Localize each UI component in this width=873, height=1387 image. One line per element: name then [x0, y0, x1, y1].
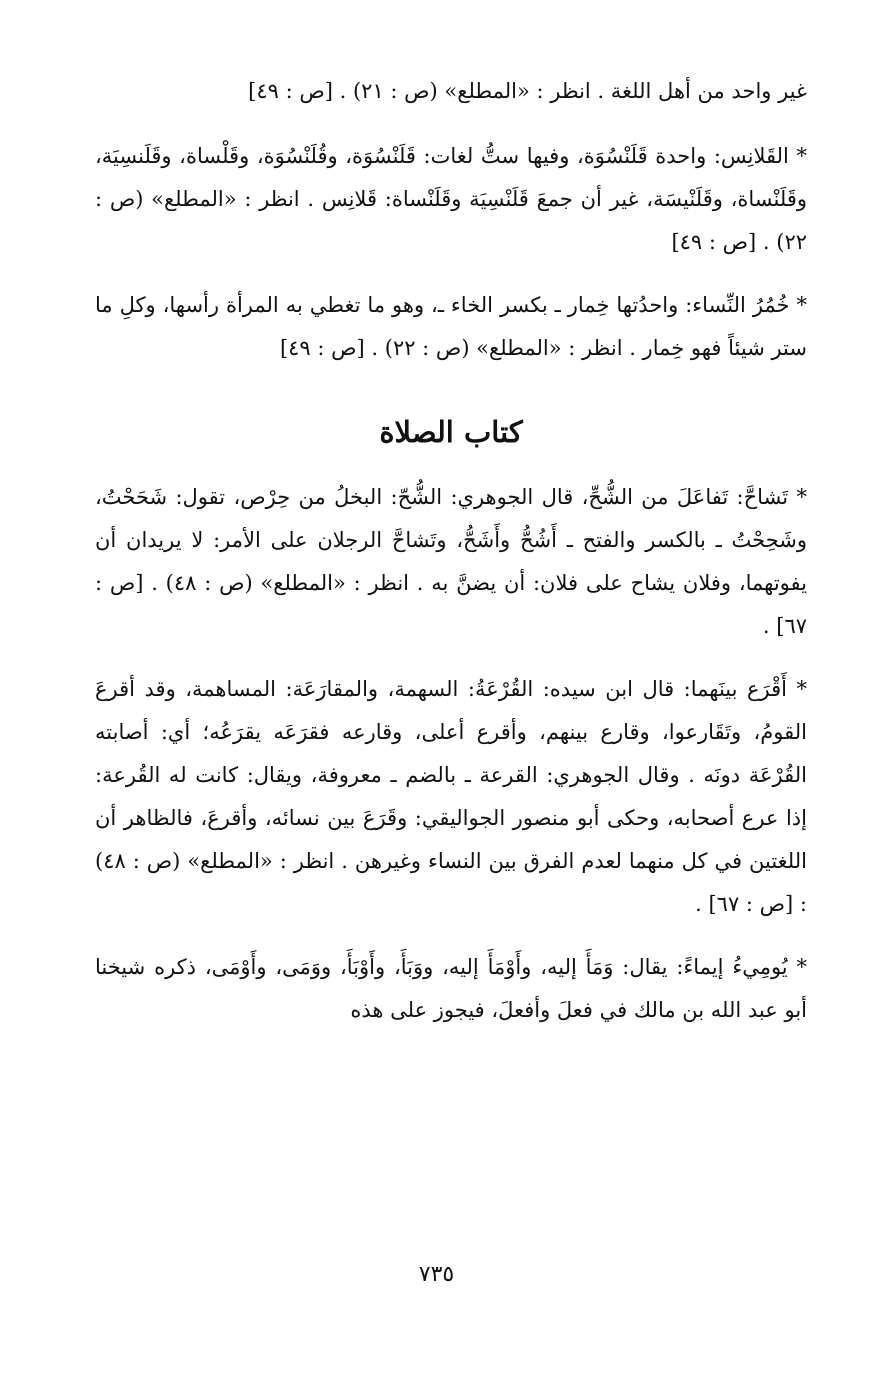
entry-tashaha: * تَشاحَّ: تَفاعَلَ من الشُّحِّ، قال الجوهري: الشُّحّ: البخلُ من حِرْص، تقول: شَحَحْتُ، وشَحِحْتُ ـ بالكسر والفتح ـ أَشُحُّ وأَشَحُّ، وتَشاحَّ الرجلان على الأمر: لا يريدان أن يفوتهما، وفلان يشاح على فلان: أن يضنَّ به . انظر : «المطلع» (ص : ٤٨) . [ص : ٦٧] .	[95, 485, 807, 638]
entry-qalanis: * القَلانِس: واحدة قَلَنْسُوَة، وفيها ستُّ لغات: قَلَنْسُوَة، وقُلَنْسُوَة، وقَلْساة، وقَلَنسِيَة، وقَلَنْساة، وقَلَنْيسَة، غير أن جمعَ قَلَنْسِيَة وقَلَنْساة: قَلانِس . انظر : «المطلع» (ص : ٢٢) . [ص : ٤٩]	[95, 144, 807, 254]
section-title: كتاب الصلاة	[379, 415, 523, 449]
document-page	[95, 70, 807, 1032]
entry-khumur: * خُمُرُ النِّساء: واحدُتها خِمار ـ بكسر الخاء ـ، وهو ما تغطي به المرأة رأسها، وكلِ ما ستر شيئاً فهو خِمار . انظر : «المطلع» (ص : ٢٢) . [ص : ٤٩]	[95, 293, 807, 360]
entry-spacer	[95, 264, 807, 284]
entry-spacer	[95, 648, 807, 668]
entry-spacer	[95, 926, 807, 946]
entry-yumi: * يُومِيءُ إيماءً: يقال: وَمَأَ إليه، وأَوْمَأَ إليه، ووَبَأَ، وأَوْبَأَ، ووَمَى، وأَوْمَى، ذكره شيخنا أبو عبد الله بن مالك في فعلَ وأفعلَ، فيجوز على هذه	[95, 955, 807, 1022]
entry-continuation: غير واحد من أهل اللغة . انظر : «المطلع» (ص : ٢١) . [ص : ٤٩]	[248, 79, 807, 103]
entry-aqraa: * أَقْرَع بينَهما: قال ابن سيده: القُرْعَةُ: السهمة، والمقارَعَة: المساهمة، وقد أقرعَ القومُ، وتَقَارعوا، وقارع بينهم، وأقرع أعلى، وقارعه فقرَعَه يقرَعُه؛ أي: أصابته القُرْعَة دونَه . وقال الجوهري: القرعة ـ بالضم ـ معروفة، ويقال: كانت له القُرعة: إذا عرع أصحابه، وحكى أبو منصور الجواليقي: وقَرَعَ بين نسائه، وأقرعَ، فالظاهر أن اللغتين في كل منهما لعدم الفرق بين النساء وغيرهن . انظر : «المطلع» (ص : ٤٨) : [ص : ٦٧] .	[95, 677, 807, 916]
page-number: ٧٣٥	[418, 1262, 455, 1287]
